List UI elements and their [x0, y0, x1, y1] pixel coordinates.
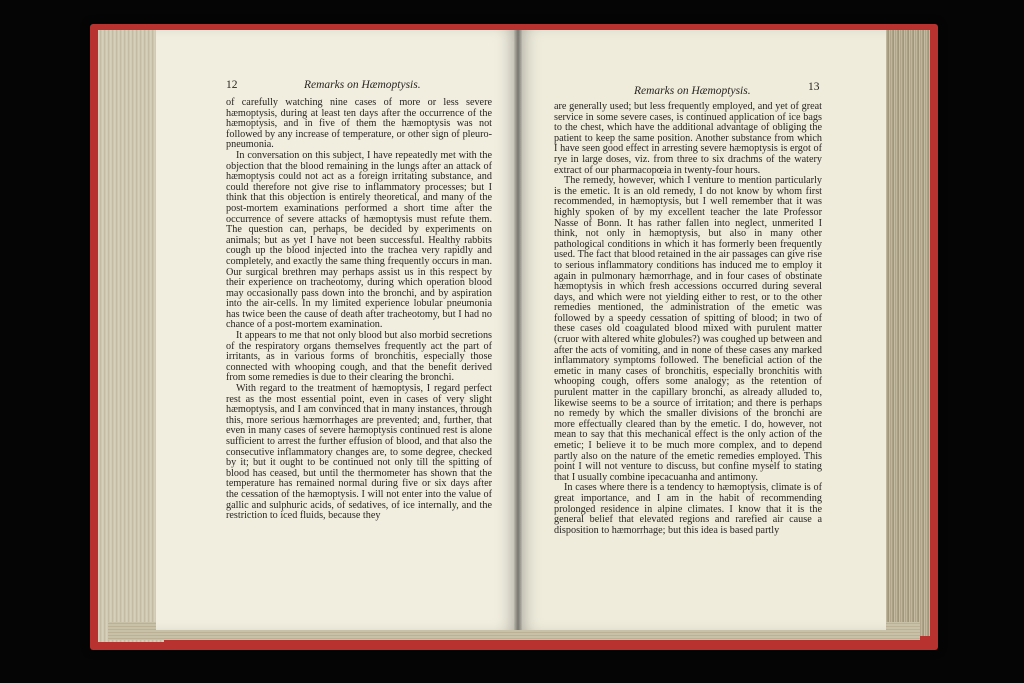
paragraph: In conversation on this subject, I have repeatedly met with the objection that the blood remaining in the lungs after an attack of hæmoptysis could not act as a foreign irritating substance, and could therefore not give rise to inflammatory processes; but I think that this objection is entirely theoretical, and many of the post-mortem examinations performed a short time after the occurrence of severe attacks of hæmoptysis must refute them. The question can, perhaps, be decided by experiments on animals; but as yet I have not been successful. Healthy rabbits cough up the blood injected into the trachea very rapidly and completely, and exactly the same thing frequently occurs in man. Our surgical brethren may perhaps assist us in this respect by their experience on tracheotomy, during which operation blood may occasionally pass down into the bronchi, and by aspiration into the air-cells. In my limited experience lobular pneumonia has twice been the cause of death after tracheotomy, but I had no chance of a post-mortem examination. [226, 149, 492, 331]
left-page [156, 30, 518, 630]
left-running-head: Remarks on Hæmoptysis. [304, 79, 421, 91]
paragraph: are generally used; but less frequently employed, and yet of great service in some severe cases, is continued application of ice bags to the chest, which have the additional advantage of obliging the patient to keep the same position. Another substance from which I have seen good effect in arresting severe hæmoptysis is ergot of rye in large doses, viz. from three to six drachms of the watery extract of our pharmacopœia in twenty-four hours. [554, 101, 822, 176]
left-page-number: 12 [226, 79, 238, 91]
right-running-head: Remarks on Hæmoptysis. [634, 85, 751, 97]
right-page [518, 30, 886, 630]
left-text-column [226, 98, 492, 522]
book-gutter [514, 30, 522, 630]
paragraph: It appears to me that not only blood but also morbid secretions of the respiratory organs themselves frequently act the part of irritants, as in various forms of bronchitis, especially those connected with whooping cough, and that the benefit derived from some remedies is due to their clearing the bronchi. [226, 330, 492, 384]
page-edges-right [880, 30, 930, 636]
paragraph: In cases where there is a tendency to hæmoptysis, climate is of great importance, and I am in the habit of recommending prolonged residence in alpine climates. I know that it is the general belief that elevated regions and rarefied air cause a disposition to hæmorrhage; but this idea is based partly [554, 482, 822, 536]
paragraph: With regard to the treatment of hæmoptysis, I regard perfect rest as the most essential point, even in cases of very slight hæmoptysis, and I am convinced that in many instances, through this, more serious hæmorrhages are prevented; and, further, that even in many cases of severe hæmoptysis continued rest is alone sufficient to arrest the further effusion of blood, and that also the consecutive inflammatory changes are, to some degree, checked by it; but it ought to be continued not only till the spitting of blood has ceased, but until the thermometer has shown that the temperature has remained normal during five or six days after the cessation of the hæmoptysis. I will not enter into the value of gallic and sulphuric acids, of sedatives, of ice internally, and the restriction to iced fluids, because they [226, 383, 492, 522]
right-page-header [518, 78, 886, 97]
page-edges-left [98, 30, 164, 642]
right-page-number: 13 [808, 81, 820, 93]
paragraph: of carefully watching nine cases of more or less severe hæmoptysis, during at least ten days after the occurrence of the hæmoptysis, and in five of them the hæmoptysis was not followed by any increase of temperature, or other sign of pleuro-pneumonia. [226, 97, 492, 151]
paragraph: The remedy, however, which I venture to mention particularly is the emetic. It is an old remedy, I do not know by whom first recommended, in hæmoptysis, but I well remember that it was highly spoken of by my excellent teacher the late Professor Nasse of Bonn. It has rather fallen into neglect, unmerited I think, not only in hæmoptysis, but also in many other pathological conditions in which it has formerly been frequently used. The fact that blood retained in the air passages can give rise to serious inflammatory conditions has induced me to employ it again in pulmonary hæmorrhage, and in four cases of obstinate hæmoptysis in which fresh accessions occurred during several days, and which were not yielding either to rest, or to the other remedies mentioned, the administration of the emetic was followed by a speedy cessation of spitting of blood; in two of these cases old coagulated blood mixed with purulent matter (cruor with altered white globules?) was coughed up between and after the acts of vomiting, and in none of these cases any marked inflammatory symptoms followed. The beneficial action of the emetic in many cases of bronchitis, especially bronchitis with whooping cough, offers some analogy; as the retention of purulent matter in the capillary bronchi, as already alluded to, likewise seems to be a source of irritation; and there is perhaps no remedy by which the smaller divisions of the bronchi are more effectually cleared than by the emetic. I do, however, not mean to say that this mechanical effect is the only action of the emetic; I believe it to be much more complex, and to depend partly also on the nature of the emetic remedies employed. This point I will not venture to discuss, but confine myself to stating that I usually combine ipecacuanha and antimony. [554, 175, 822, 483]
left-page-header [156, 78, 518, 92]
right-text-column [554, 102, 822, 536]
